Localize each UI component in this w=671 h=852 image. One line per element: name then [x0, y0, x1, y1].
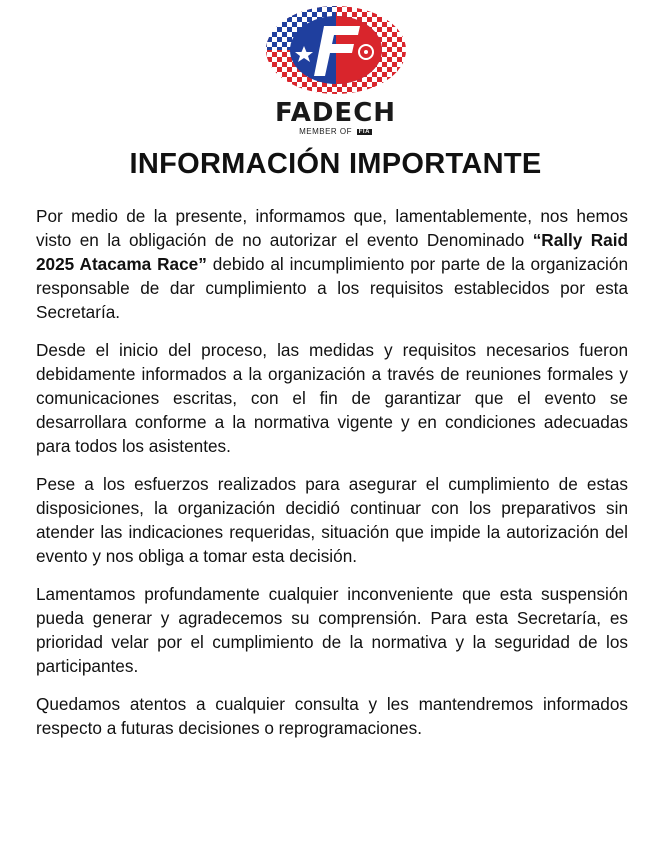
fia-badge: FIA: [358, 129, 370, 135]
paragraph-4: Lamentamos profundamente cualquier inconveniente que esta suspensión pueda generar y agradecemos su comprensión. Para esta Secretaría, es prioridad velar por el cumplimiento de la normativa y la seguridad de los participantes.: [36, 584, 628, 676]
event-name: “Rally Raid 2025 Atacama Race”: [36, 230, 628, 274]
paragraph-3: Pese a los esfuerzos realizados para asegurar el cumplimiento de estas disposiciones, la organización decidió continuar con los preparativos sin atender las indicaciones requeridas, situación que impide la autorización del evento y nos obliga a tomar esta decisión.: [36, 474, 628, 566]
document-title: INFORMACIÓN IMPORTANTE: [129, 148, 542, 180]
fadech-logo-icon: [262, 2, 410, 102]
brand-name: FADECH: [274, 98, 397, 128]
paragraph-1-text-a: Por medio de la presente, informamos que, lamentablemente, nos hemos visto en la obligación de no autorizar el evento Denominado: [36, 206, 628, 250]
paragraph-1-text-b: debido al incumplimiento por parte de la organización responsable de dar cumplimiento a los requisitos establecidos por esta Secretaría.: [36, 254, 628, 322]
paragraph-2: Desde el inicio del proceso, las medidas y requisitos necesarios fueron debidamente informados a la organización a través de reuniones formales y comunicaciones escritas, con el fin de garantizar que el evento se desarrollara conforme a la normativa vigente y en condiciones adecuadas para todos los asistentes.: [36, 340, 628, 456]
header: [0, 0, 671, 140]
document-body: [36, 204, 628, 754]
paragraph-5: Quedamos atentos a cualquier consulta y les mantendremos informados respecto a futuras decisiones o reprogramaciones.: [36, 694, 628, 738]
member-of-line: [0, 127, 671, 136]
member-of-label: MEMBER OF: [299, 127, 353, 136]
paragraph-1: [36, 204, 628, 324]
